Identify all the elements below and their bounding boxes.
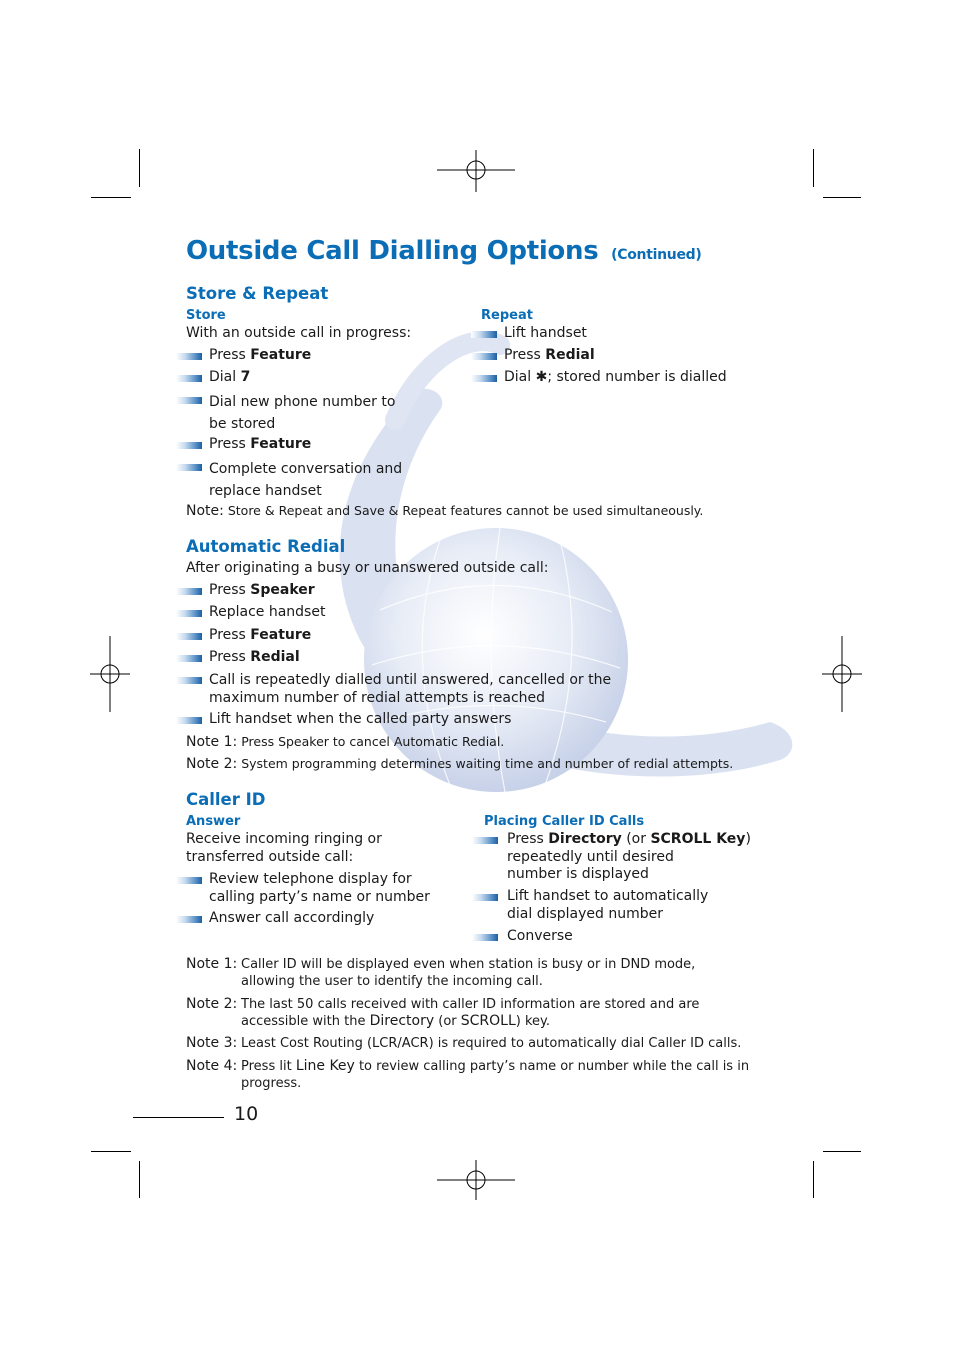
auto-redial-note-1: Note 1: Press Speaker to cancel Automatic Redial.: [186, 734, 505, 750]
store-step-2: Dial 7: [209, 369, 251, 385]
store-step-5: Complete conversation and replace handset: [209, 461, 403, 499]
auto-redial-step-4: Press Redial: [209, 649, 300, 665]
crop-mark: [813, 149, 814, 187]
crop-mark: [823, 197, 861, 198]
store-intro: With an outside call in progress:: [186, 325, 412, 341]
crop-mark: [823, 1151, 861, 1152]
caller-id-note-2-label: Note 2:: [186, 996, 238, 1012]
auto-redial-intro: After originating a busy or unanswered outside call:: [186, 560, 549, 576]
page-title-main: Outside Call Dialling Options: [186, 236, 599, 266]
answer-step-2: Answer call accordingly: [209, 910, 375, 926]
caller-id-note-4-text: Press lit Line Key to review calling party’s name or number while the call is in progress.: [241, 1058, 750, 1091]
bullet-icon: [176, 677, 202, 684]
section-heading-automatic-redial: Automatic Redial: [186, 537, 346, 556]
auto-redial-step-2: Replace handset: [209, 604, 326, 620]
caller-id-note-1-text: Caller ID will be displayed even when station is busy or in DND mode, allowing the user to identify the incoming call.: [241, 957, 696, 989]
bullet-icon: [176, 655, 202, 662]
registration-mark: [90, 636, 130, 712]
subheading-repeat: Repeat: [481, 308, 533, 323]
store-repeat-note: Note: Store & Repeat and Save & Repeat features cannot be used simultaneously.: [186, 503, 704, 519]
bullet-icon: [471, 331, 497, 338]
bullet-icon: [176, 916, 202, 923]
bullet-icon: [176, 397, 202, 404]
page-number: 10: [234, 1103, 259, 1125]
crop-mark: [91, 197, 131, 198]
store-step-4: Press Feature: [209, 436, 312, 452]
section-heading-caller-id: Caller ID: [186, 790, 266, 809]
bullet-icon: [472, 934, 498, 941]
caller-id-note-4-label: Note 4:: [186, 1058, 238, 1074]
registration-mark: [822, 636, 862, 712]
bullet-icon: [176, 877, 202, 884]
placing-step-1: Press Directory (or SCROLL Key) repeatedly until desired number is displayed: [507, 831, 751, 882]
bullet-icon: [176, 633, 202, 640]
bullet-icon: [176, 717, 202, 724]
placing-step-3: Converse: [507, 928, 573, 944]
registration-mark: [437, 150, 515, 192]
page-title-continued: (Continued): [611, 247, 702, 263]
bullet-icon: [472, 837, 498, 844]
registration-mark: [437, 1160, 515, 1200]
section-heading-store-repeat: Store & Repeat: [186, 284, 329, 303]
store-step-1: Press Feature: [209, 347, 312, 363]
crop-mark: [91, 1151, 131, 1152]
store-step-3: Dial new phone number to be stored: [209, 394, 396, 432]
bullet-icon: [176, 353, 202, 360]
auto-redial-note-2: Note 2: System programming determines waiting time and number of redial attempts.: [186, 756, 734, 772]
auto-redial-step-1: Press Speaker: [209, 582, 315, 598]
page-title: [186, 236, 701, 266]
bullet-icon: [176, 610, 202, 617]
crop-mark: [139, 1161, 140, 1198]
auto-redial-step-3: Press Feature: [209, 627, 312, 643]
bullet-icon: [176, 375, 202, 382]
page-number-rule: [133, 1117, 224, 1118]
bullet-icon: [471, 353, 497, 360]
placing-step-2: Lift handset to automatically dial displayed number: [507, 888, 709, 922]
subheading-placing-caller-id-calls: Placing Caller ID Calls: [484, 814, 645, 829]
bullet-icon: [176, 588, 202, 595]
answer-intro: Receive incoming ringing or transferred outside call:: [186, 831, 382, 865]
star-key-icon: ✱: [535, 369, 548, 385]
crop-mark: [139, 149, 140, 187]
bullet-icon: [472, 894, 498, 901]
caller-id-note-3-text: Least Cost Routing (LCR/ACR) is required to automatically dial Caller ID calls.: [241, 1036, 742, 1051]
subheading-answer: Answer: [186, 814, 241, 829]
repeat-step-3: Dial ✱; stored number is dialled: [504, 369, 727, 385]
repeat-step-2: Press Redial: [504, 347, 595, 363]
bullet-icon: [176, 442, 202, 449]
caller-id-note-3-label: Note 3:: [186, 1035, 238, 1051]
repeat-step-1: Lift handset: [504, 325, 587, 341]
subheading-store: Store: [186, 308, 226, 323]
auto-redial-step-6: Lift handset when the called party answers: [209, 711, 512, 727]
auto-redial-step-5: Call is repeatedly dialled until answered, cancelled or the maximum number of redial attempts is reached: [209, 672, 612, 706]
answer-step-1: Review telephone display for calling party’s name or number: [209, 871, 430, 905]
caller-id-note-1-label: Note 1:: [186, 956, 238, 972]
caller-id-note-2-text: The last 50 calls received with caller ID information are stored and are accessible with the Directory (or SCROLL) key.: [241, 997, 700, 1029]
bullet-icon: [176, 464, 202, 471]
crop-mark: [813, 1161, 814, 1198]
bullet-icon: [471, 375, 497, 382]
